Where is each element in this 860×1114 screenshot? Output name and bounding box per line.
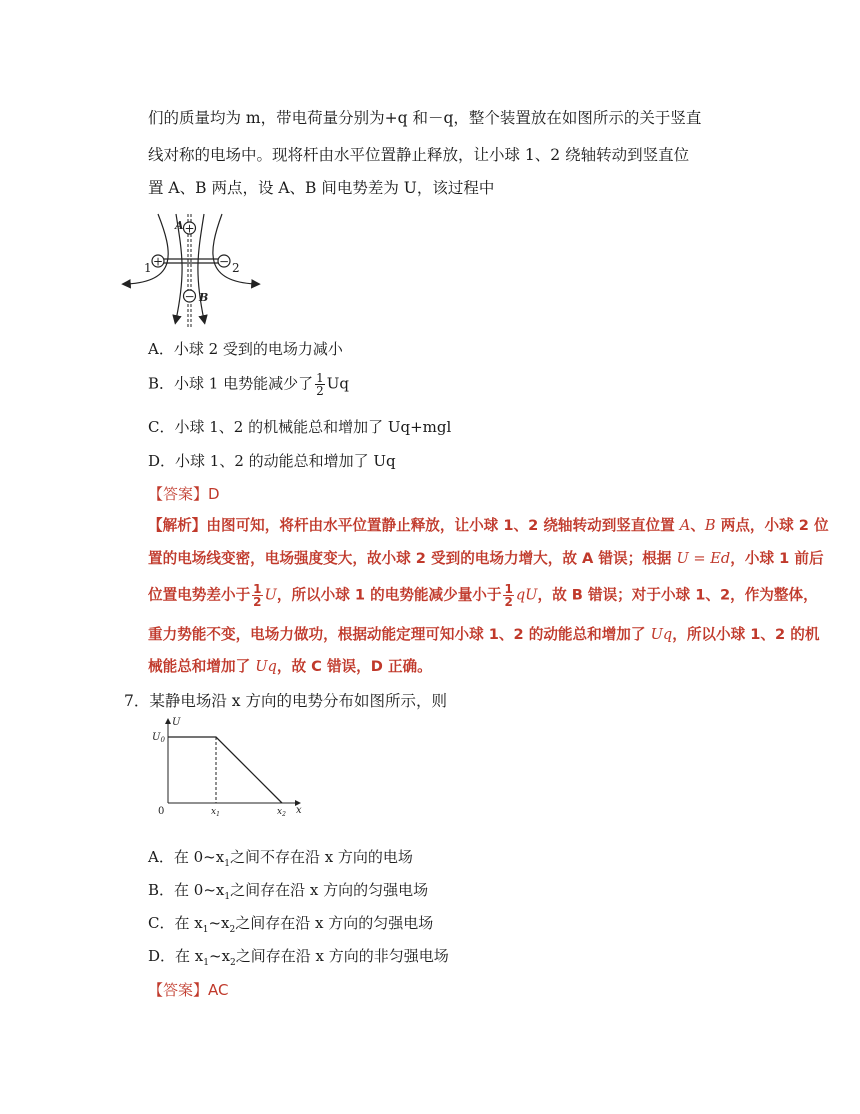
q7-option-b: B．在 $0\sim x_1$之间存在沿 x 方向的匀强电场 <box>148 881 429 902</box>
q7-option-c: C．在 $x_1\sim x_2$之间存在沿 x 方向的匀强电场 <box>148 914 434 935</box>
ball-b-sign: − <box>184 289 195 304</box>
q7-option-a: A．在 $0\sim x_1$之间不存在沿 x 方向的电场 <box>148 848 413 869</box>
label-2: 2 <box>232 261 240 275</box>
explanation-row-5: 械能总和增加了 Uq，故 C 错误，D 正确。 <box>148 658 432 675</box>
q7-stem: 7．某静电场沿 x 方向的电势分布如图所示，则 <box>124 692 447 710</box>
explanation-row-4: 重力势能不变，电场力做功，根据动能定理可知小球 1、2 的动能总和增加了 Uq，所以小球 1、2 的机 <box>148 626 820 643</box>
explanation-row-2: 置的电场线变密，电场强度变大，故小球 2 受到的电场力增大，故 A 错误；根据 U = Ed，小球 1 前后 <box>148 550 824 567</box>
q6-option-b: B．小球 1 电势能减少了 $\frac{1}{2}$ Uq <box>148 371 349 398</box>
ball-a-sign: + <box>184 221 195 236</box>
intro-line-2: 线对称的电场中。现将杆由水平位置静止释放，让小球 1、2 绕轴转动到竖直位 <box>148 146 690 164</box>
fraction-half: $\frac{1}{2}$ <box>316 371 324 398</box>
axis-x-label: x <box>296 805 302 816</box>
potential-curve <box>168 737 282 803</box>
x1-label: $x_1$ <box>211 807 220 818</box>
u0-label: $U_0$ <box>152 732 165 744</box>
field-line-inner-right <box>198 214 204 320</box>
axis-u-label: U <box>172 717 181 728</box>
intro-line-3: 置 A、B 两点，设 A、B 间电势差为 U，该过程中 <box>148 179 495 197</box>
origin-label: 0 <box>158 806 165 817</box>
x2-label: $x_2$ <box>277 807 286 818</box>
q6-answer: 【答案】D <box>148 485 220 503</box>
label-a: A <box>175 219 184 232</box>
intro-line-1: 们的质量均为 m，带电荷量分别为+q 和－q，整个装置放在如图所示的关于竖直 <box>148 109 702 127</box>
label-1: 1 <box>144 261 152 275</box>
q6-option-d: D．小球 1、2 的动能总和增加了 Uq <box>148 452 396 470</box>
field-diagram <box>118 212 268 330</box>
q6-option-a: A．小球 2 受到的电场力减小 <box>148 340 343 358</box>
fraction-half-3: $\frac{1}{2}$ <box>504 582 513 609</box>
potential-graph <box>150 715 310 820</box>
q6-option-c: C．小球 1、2 的机械能总和增加了 Uq+mgl <box>148 418 452 436</box>
ball-2-sign: − <box>218 254 230 269</box>
label-b: B <box>199 291 209 304</box>
explanation-row-3: 位置电势差小于 $\frac{1}{2}$ U，所以小球 1 的电势能减少量小于 $\frac{1}{2}$ qU，故 B 错误；对于小球 1、2，作为整体， <box>148 582 818 609</box>
q7-option-d: D．在 $x_1\sim x_2$之间存在沿 x 方向的非匀强电场 <box>148 947 449 968</box>
explanation-row-1: 【解析】由图可知，将杆由水平位置静止释放，让小球 1、2 绕轴转动到竖直位置 A、B 两点，小球 2 位 <box>148 517 829 534</box>
ball-1-sign: + <box>152 254 164 269</box>
q7-answer: 【答案】AC <box>148 981 229 999</box>
fraction-half-2: $\frac{1}{2}$ <box>253 582 262 609</box>
